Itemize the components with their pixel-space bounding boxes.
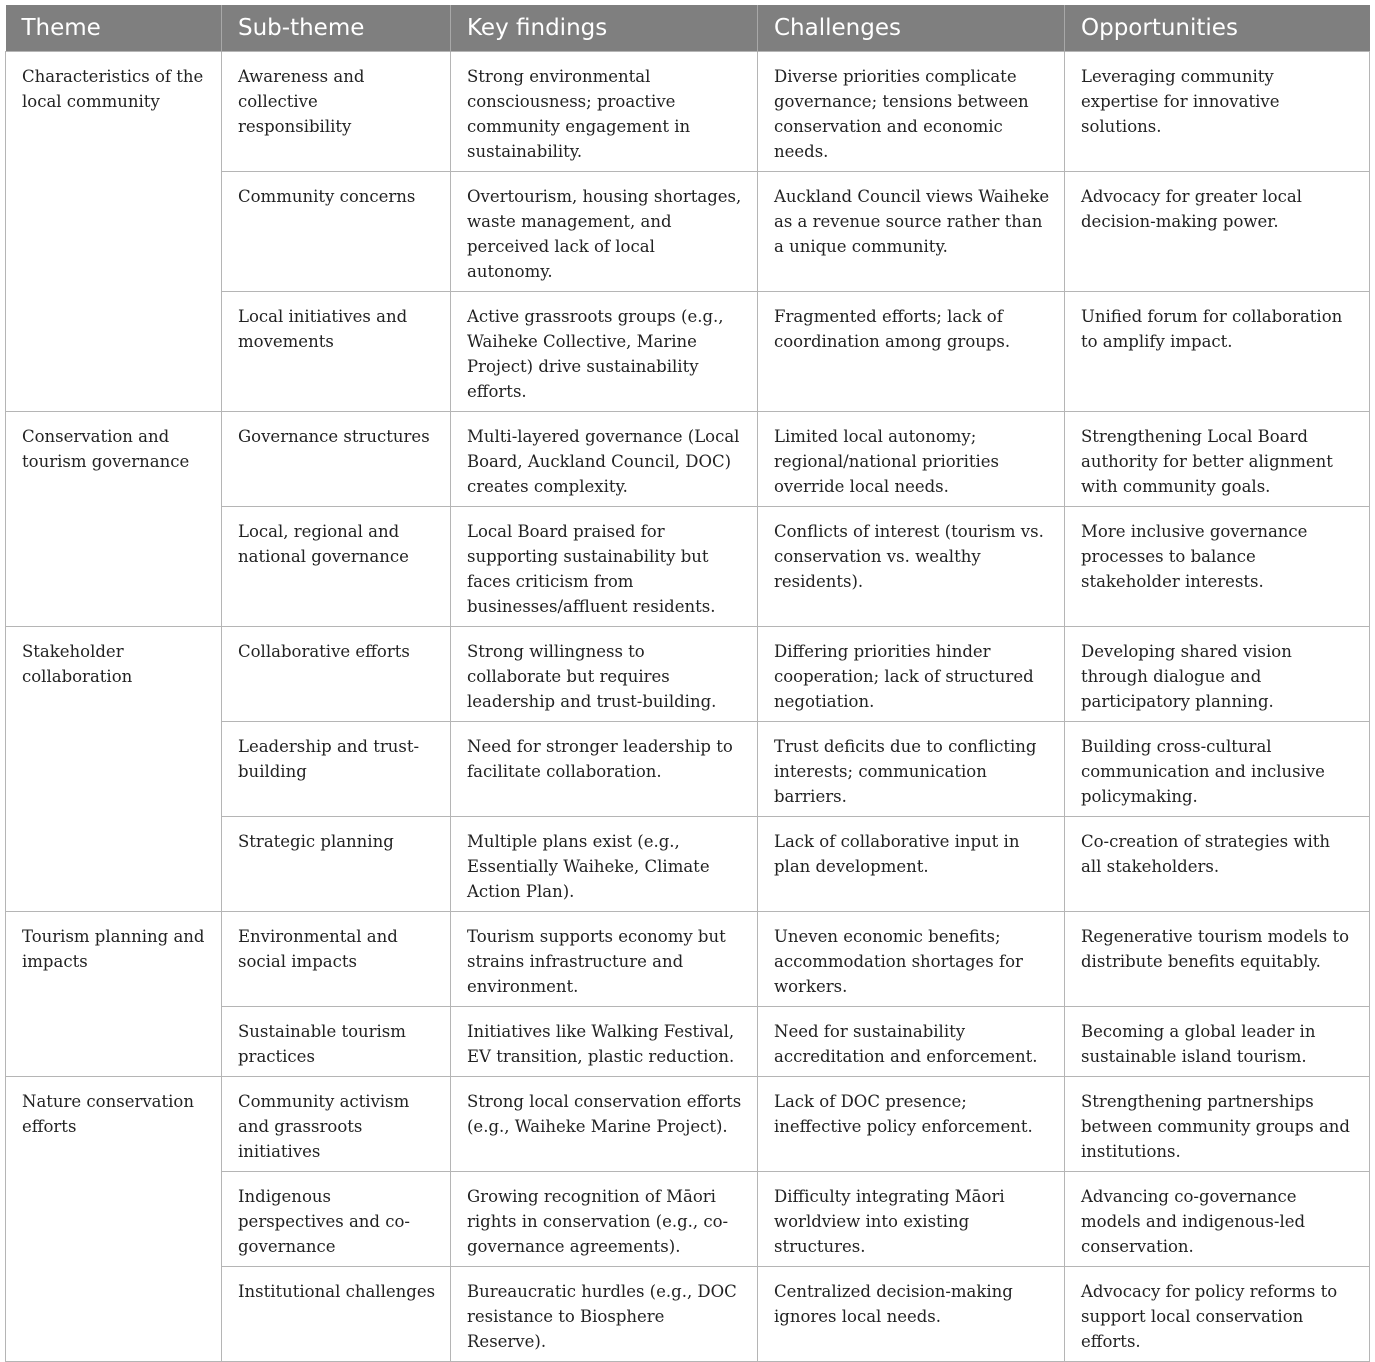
header-row: [6, 5, 1370, 52]
opportunities-cell: Unified forum for collaboration to amplify impact.: [1065, 292, 1370, 412]
subtheme-cell: Governance structures: [222, 412, 451, 507]
challenges-cell: Fragmented efforts; lack of coordination among groups.: [758, 292, 1065, 412]
opportunities-cell: Co-creation of strategies with all stakeholders.: [1065, 817, 1370, 912]
findings-cell: Active grassroots groups (e.g., Waiheke Collective, Marine Project) drive sustainability efforts.: [451, 292, 758, 412]
findings-cell: Bureaucratic hurdles (e.g., DOC resistance to Biosphere Reserve).: [451, 1267, 758, 1362]
subtheme-cell: Collaborative efforts: [222, 627, 451, 722]
findings-cell: Multi-layered governance (Local Board, Auckland Council, DOC) creates complexity.: [451, 412, 758, 507]
challenges-cell: Need for sustainability accreditation and enforcement.: [758, 1007, 1065, 1077]
table-row: [6, 412, 1370, 507]
findings-cell: Overtourism, housing shortages, waste management, and perceived lack of local autonomy.: [451, 172, 758, 292]
findings-table: [5, 5, 1370, 1362]
header-opportunities: Opportunities: [1065, 5, 1370, 52]
challenges-cell: Lack of DOC presence; ineffective policy enforcement.: [758, 1077, 1065, 1172]
subtheme-cell: Environmental and social impacts: [222, 912, 451, 1007]
challenges-cell: Diverse priorities complicate governance; tensions between conservation and economic needs.: [758, 52, 1065, 172]
findings-cell: Multiple plans exist (e.g., Essentially Waiheke, Climate Action Plan).: [451, 817, 758, 912]
challenges-cell: Auckland Council views Waiheke as a revenue source rather than a unique community.: [758, 172, 1065, 292]
subtheme-cell: Indigenous perspectives and co-governance: [222, 1172, 451, 1267]
table-row: [6, 52, 1370, 172]
theme-cell: Conservation and tourism governance: [6, 412, 222, 627]
challenges-cell: Centralized decision-making ignores local needs.: [758, 1267, 1065, 1362]
header-key-findings: Key findings: [451, 5, 758, 52]
subtheme-cell: Local initiatives and movements: [222, 292, 451, 412]
opportunities-cell: Developing shared vision through dialogue and participatory planning.: [1065, 627, 1370, 722]
theme-cell: Nature conservation efforts: [6, 1077, 222, 1362]
table-row: [6, 1077, 1370, 1172]
subtheme-cell: Sustainable tourism practices: [222, 1007, 451, 1077]
table-row: [6, 627, 1370, 722]
challenges-cell: Limited local autonomy; regional/national priorities override local needs.: [758, 412, 1065, 507]
subtheme-cell: Community concerns: [222, 172, 451, 292]
opportunities-cell: Strengthening Local Board authority for better alignment with community goals.: [1065, 412, 1370, 507]
findings-cell: Initiatives like Walking Festival, EV transition, plastic reduction.: [451, 1007, 758, 1077]
theme-cell: Stakeholder collaboration: [6, 627, 222, 912]
findings-cell: Strong local conservation efforts (e.g., Waiheke Marine Project).: [451, 1077, 758, 1172]
subtheme-cell: Local, regional and national governance: [222, 507, 451, 627]
opportunities-cell: Leveraging community expertise for innovative solutions.: [1065, 52, 1370, 172]
subtheme-cell: Leadership and trust-building: [222, 722, 451, 817]
findings-cell: Strong environmental consciousness; proactive community engagement in sustainability.: [451, 52, 758, 172]
header-theme: Theme: [6, 5, 222, 52]
header-subtheme: Sub-theme: [222, 5, 451, 52]
opportunities-cell: Becoming a global leader in sustainable island tourism.: [1065, 1007, 1370, 1077]
opportunities-cell: Building cross-cultural communication and inclusive policymaking.: [1065, 722, 1370, 817]
subtheme-cell: Strategic planning: [222, 817, 451, 912]
findings-cell: Need for stronger leadership to facilitate collaboration.: [451, 722, 758, 817]
opportunities-cell: Advocacy for greater local decision-making power.: [1065, 172, 1370, 292]
opportunities-cell: Regenerative tourism models to distribute benefits equitably.: [1065, 912, 1370, 1007]
theme-cell: Tourism planning and impacts: [6, 912, 222, 1077]
challenges-cell: Difficulty integrating Māori worldview into existing structures.: [758, 1172, 1065, 1267]
header-challenges: Challenges: [758, 5, 1065, 52]
subtheme-cell: Community activism and grassroots initiatives: [222, 1077, 451, 1172]
findings-cell: Local Board praised for supporting sustainability but faces criticism from businesses/affluent residents.: [451, 507, 758, 627]
challenges-cell: Conflicts of interest (tourism vs. conservation vs. wealthy residents).: [758, 507, 1065, 627]
opportunities-cell: Advocacy for policy reforms to support local conservation efforts.: [1065, 1267, 1370, 1362]
challenges-cell: Uneven economic benefits; accommodation shortages for workers.: [758, 912, 1065, 1007]
opportunities-cell: Strengthening partnerships between community groups and institutions.: [1065, 1077, 1370, 1172]
findings-cell: Tourism supports economy but strains infrastructure and environment.: [451, 912, 758, 1007]
theme-cell: Characteristics of the local community: [6, 52, 222, 412]
table-row: [6, 912, 1370, 1007]
opportunities-cell: Advancing co-governance models and indigenous-led conservation.: [1065, 1172, 1370, 1267]
opportunities-cell: More inclusive governance processes to balance stakeholder interests.: [1065, 507, 1370, 627]
findings-cell: Strong willingness to collaborate but requires leadership and trust-building.: [451, 627, 758, 722]
challenges-cell: Lack of collaborative input in plan development.: [758, 817, 1065, 912]
subtheme-cell: Institutional challenges: [222, 1267, 451, 1362]
challenges-cell: Trust deficits due to conflicting interests; communication barriers.: [758, 722, 1065, 817]
challenges-cell: Differing priorities hinder cooperation; lack of structured negotiation.: [758, 627, 1065, 722]
subtheme-cell: Awareness and collective responsibility: [222, 52, 451, 172]
findings-cell: Growing recognition of Māori rights in conservation (e.g., co-governance agreements).: [451, 1172, 758, 1267]
